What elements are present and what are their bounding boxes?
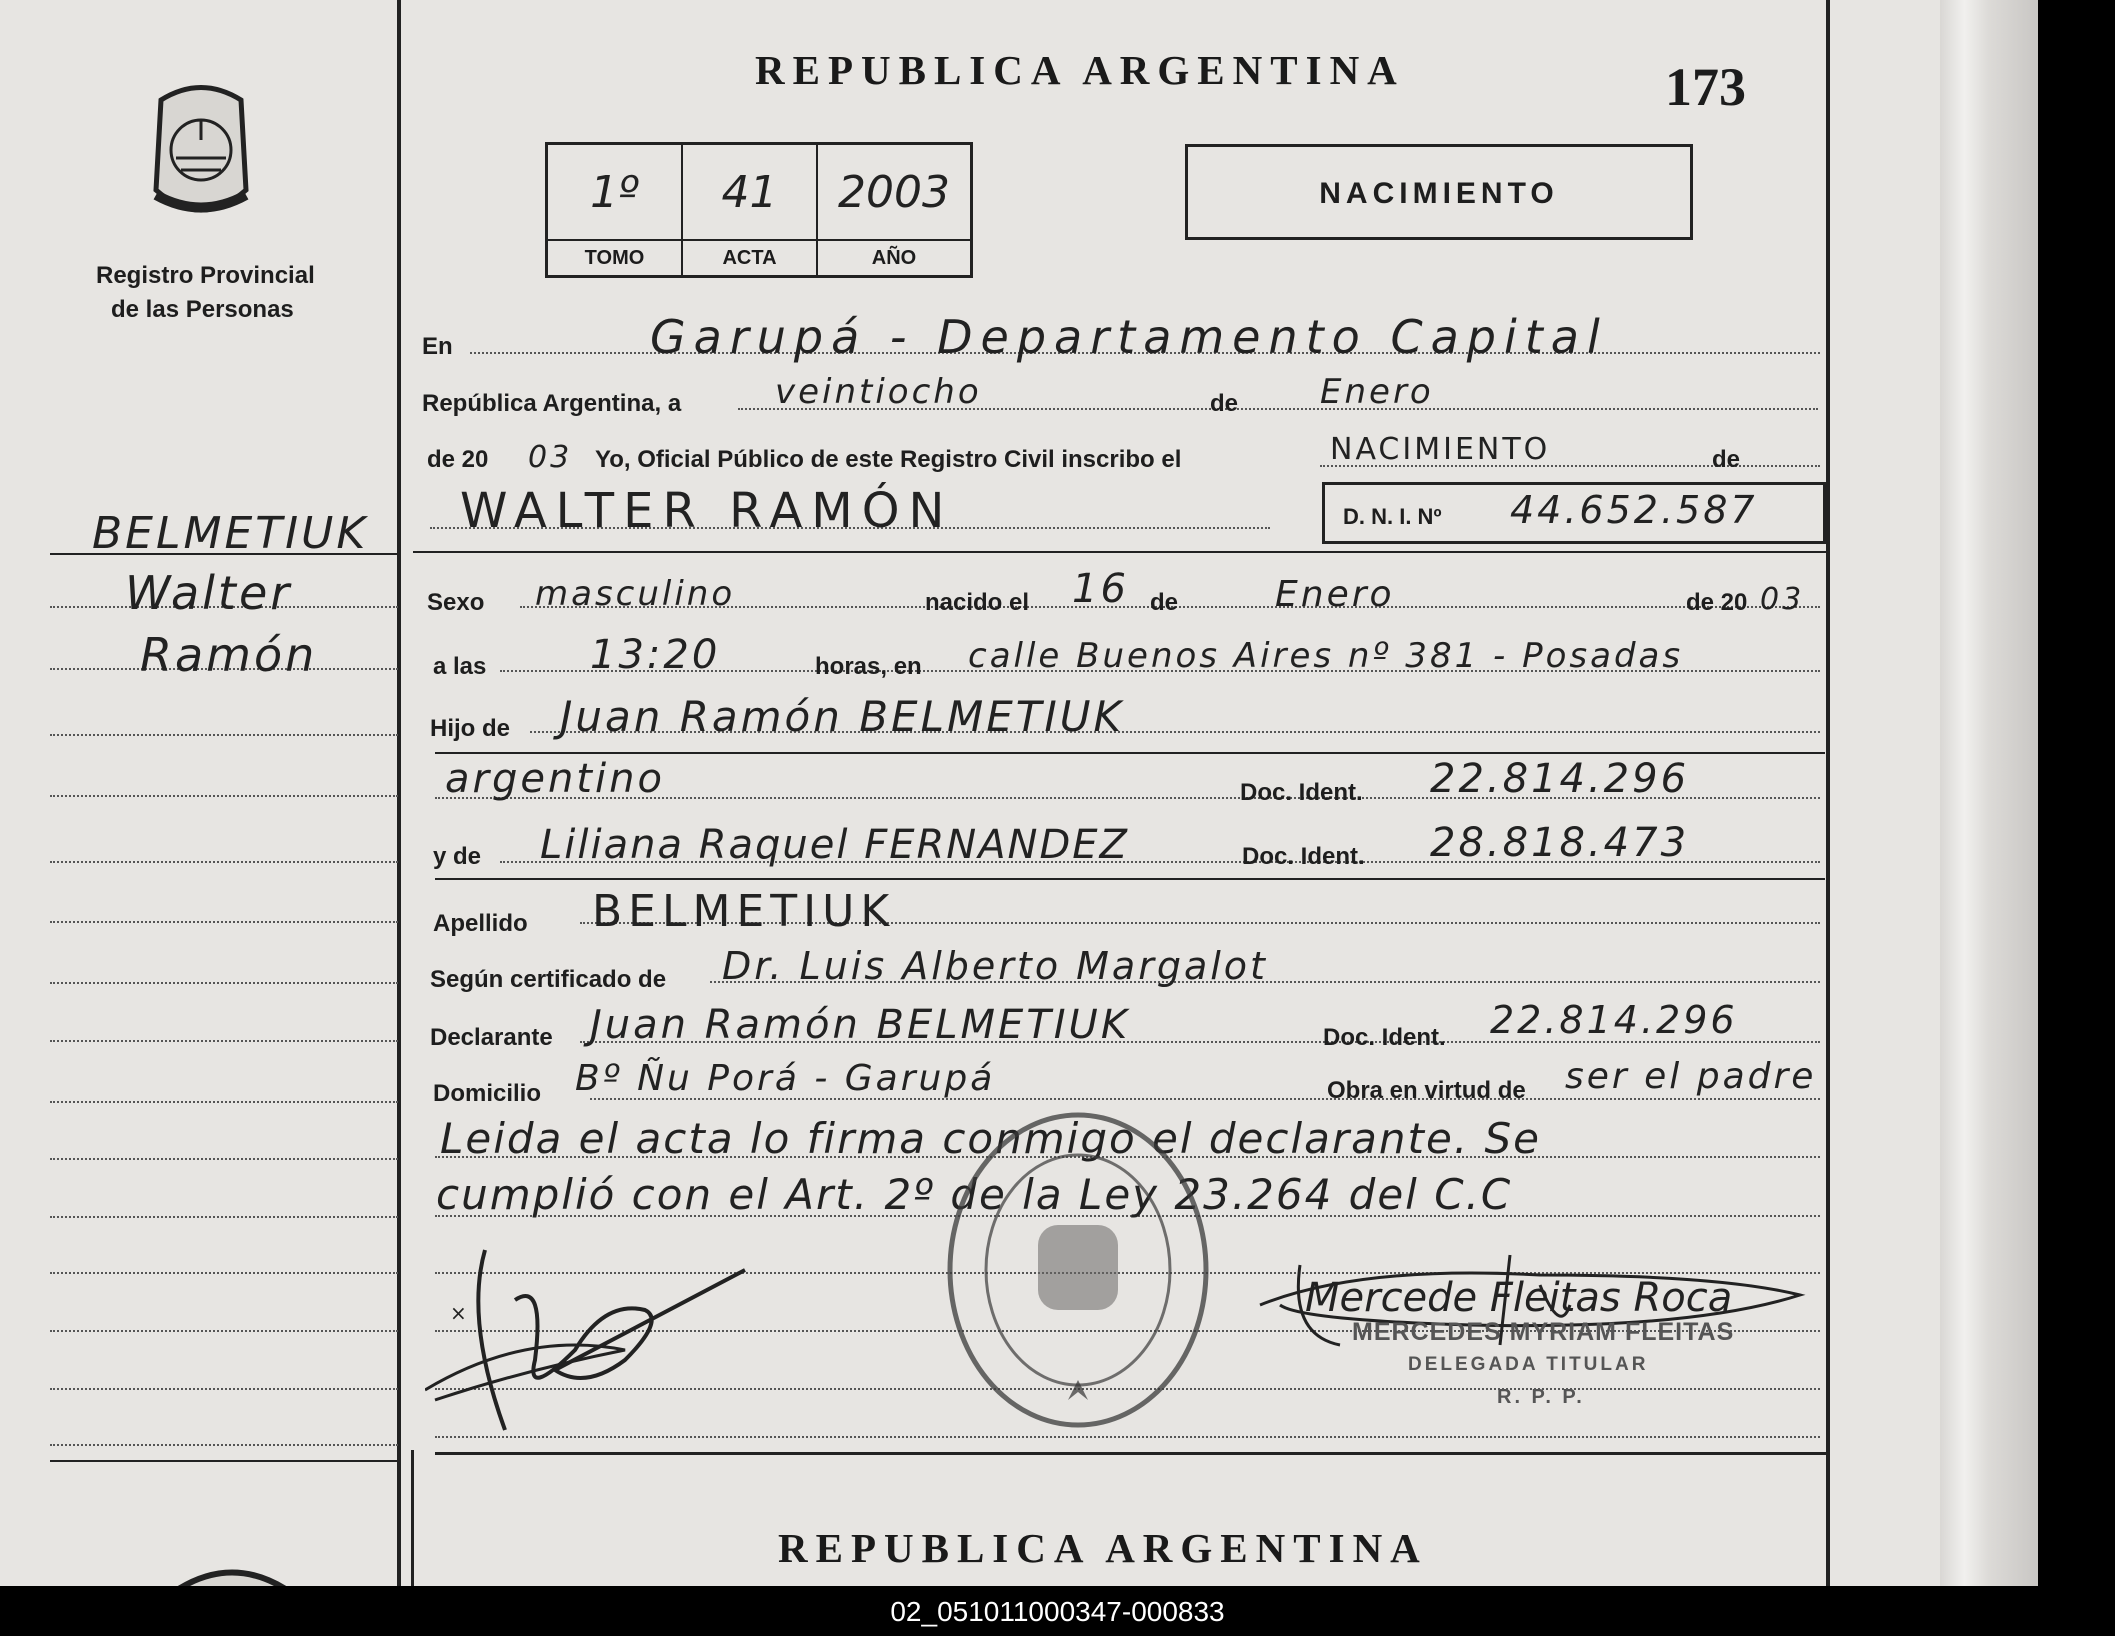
ano-value: 2003 <box>838 167 950 218</box>
rule-mother <box>435 878 1825 880</box>
office-line-2: de las Personas <box>111 296 294 323</box>
margin-dots <box>50 982 398 984</box>
margin-dots <box>50 1040 398 1042</box>
dni-value: 44.652.587 <box>1510 488 1758 532</box>
margin-dots <box>50 1330 398 1332</box>
de-label-2: de <box>1712 446 1741 473</box>
month-value: Enero <box>1320 372 1434 412</box>
sexo-label: Sexo <box>427 589 485 616</box>
birth-year-value: 03 <box>1760 582 1805 617</box>
margin-surname: BELMETIUK <box>92 508 369 559</box>
domicilio-label: Domicilio <box>433 1080 542 1107</box>
official-stamp-icon <box>938 1100 1218 1430</box>
official-org: R. P. P. <box>1497 1386 1585 1408</box>
rule-after-name <box>413 551 1826 553</box>
acta-label: ACTA <box>683 239 816 275</box>
svg-text:×: × <box>450 1301 467 1325</box>
tomo-value: 1º <box>590 167 639 218</box>
next-page-seal-icon <box>172 1560 292 1586</box>
en-label: En <box>422 333 453 360</box>
declarante-label: Declarante <box>430 1024 553 1051</box>
margin-dots <box>50 1272 398 1274</box>
margin-dots <box>50 1444 398 1446</box>
footer-bar <box>0 1586 2115 1636</box>
ano-label: AÑO <box>818 239 970 275</box>
declarante-doc-label: Doc. Ident. <box>1323 1024 1446 1051</box>
tomo-label: TOMO <box>548 239 681 275</box>
tomo-cell <box>548 145 683 275</box>
de-label: de <box>1210 390 1239 417</box>
official-title: DELEGADA TITULAR <box>1408 1354 1649 1375</box>
mother-value: Liliana Raquel FERNANDEZ <box>540 822 1129 868</box>
father-value: Juan Ramón BELMETIUK <box>560 692 1125 741</box>
republica-label: República Argentina, a <box>422 390 682 417</box>
dni-label: D. N. I. Nº <box>1343 504 1442 529</box>
apellido-label: Apellido <box>433 910 528 937</box>
de-label-3: de <box>1150 589 1179 616</box>
segun-label: Según certificado de <box>430 966 667 993</box>
apellido-value: BELMETIUK <box>592 886 896 937</box>
left-margin-border-lower <box>411 1450 414 1586</box>
margin-bottom-line <box>50 1460 398 1462</box>
rule-father <box>435 752 1825 754</box>
right-border <box>1826 0 1830 1586</box>
obra-value: ser el padre <box>1565 1056 1817 1097</box>
margin-dots <box>50 1158 398 1160</box>
official-name: MERCEDES MYRIAM FLEITAS <box>1352 1318 1735 1346</box>
time-value: 13:20 <box>590 632 721 678</box>
margin-dots <box>50 1388 398 1390</box>
mother-doc-value: 28.818.473 <box>1430 820 1690 866</box>
nacido-label: nacido el <box>925 589 1030 616</box>
file-id: 02_051011000347-000833 <box>890 1596 1225 1627</box>
margin-dots <box>50 795 398 797</box>
margin-second-name: Ramón <box>140 628 318 682</box>
horas-label: horas, en <box>815 653 922 680</box>
province-seal-icon <box>146 80 256 230</box>
margin-dots <box>50 734 398 736</box>
birth-year-prefix: de 20 <box>1686 589 1748 616</box>
page-number: 173 <box>1665 57 1746 117</box>
act-type-box <box>1185 144 1693 240</box>
father-doc-value: 22.814.296 <box>1430 756 1690 802</box>
page-edge <box>1940 0 2038 1586</box>
margin-first-name: Walter <box>125 566 293 620</box>
margin-dots <box>50 921 398 923</box>
year-value: 03 <box>528 440 573 475</box>
father-nationality-value: argentino <box>445 756 665 802</box>
declarante-value: Juan Ramón BELMETIUK <box>590 1002 1131 1048</box>
birth-day-value: 16 <box>1072 566 1129 612</box>
acta-value: 41 <box>721 167 778 218</box>
next-page-country-title: REPUBLICA ARGENTINA <box>778 1525 1428 1571</box>
sexo-value: masculino <box>535 574 736 614</box>
note-line-1: Leida el acta lo firma conmigo el declarante. Se <box>440 1114 1542 1163</box>
left-margin-border <box>397 0 401 1586</box>
office-line-1: Registro Provincial <box>96 262 315 289</box>
rule-bottom <box>435 1452 1827 1455</box>
certificado-value: Dr. Luis Alberto Margalot <box>722 944 1268 988</box>
declarante-doc-value: 22.814.296 <box>1490 998 1738 1042</box>
event-value: NACIMIENTO <box>1330 432 1551 467</box>
year-prefix-label: de 20 <box>427 446 489 473</box>
country-title: REPUBLICA ARGENTINA <box>755 47 1405 93</box>
margin-dots <box>50 1101 398 1103</box>
father-doc-label: Doc. Ident. <box>1240 779 1363 806</box>
margin-dots <box>50 861 398 863</box>
birth-place-value: calle Buenos Aires nº 381 - Posadas <box>968 636 1684 676</box>
declarant-signature-icon <box>425 1240 755 1440</box>
ano-cell <box>818 145 970 275</box>
place-value: Garupá - Departamento Capital <box>650 310 1608 364</box>
birth-month-value: Enero <box>1275 574 1395 615</box>
acta-cell <box>683 145 818 275</box>
day-value: veintiocho <box>775 372 982 412</box>
mother-doc-label: Doc. Ident. <box>1242 843 1365 870</box>
domicilio-value: Bº Ñu Porá - Garupá <box>575 1058 996 1099</box>
margin-dots <box>50 1216 398 1218</box>
note-line-2: cumplió con el Art. 2º de la Ley 23.264 del C.C <box>436 1170 1513 1219</box>
record-box <box>545 142 973 278</box>
y-de-label: y de <box>433 843 482 870</box>
obra-label: Obra en virtud de <box>1327 1077 1526 1104</box>
yo-label: Yo, Oficial Público de este Registro Civil inscribo el <box>595 446 1182 473</box>
child-name-value: WALTER RAMÓN <box>460 483 954 539</box>
official-signature-text: Mercede Fleitas Roca <box>1305 1275 1733 1321</box>
a-las-label: a las <box>433 653 487 680</box>
act-type-label: NACIMIENTO <box>1319 177 1559 210</box>
hijo-label: Hijo de <box>430 715 511 742</box>
